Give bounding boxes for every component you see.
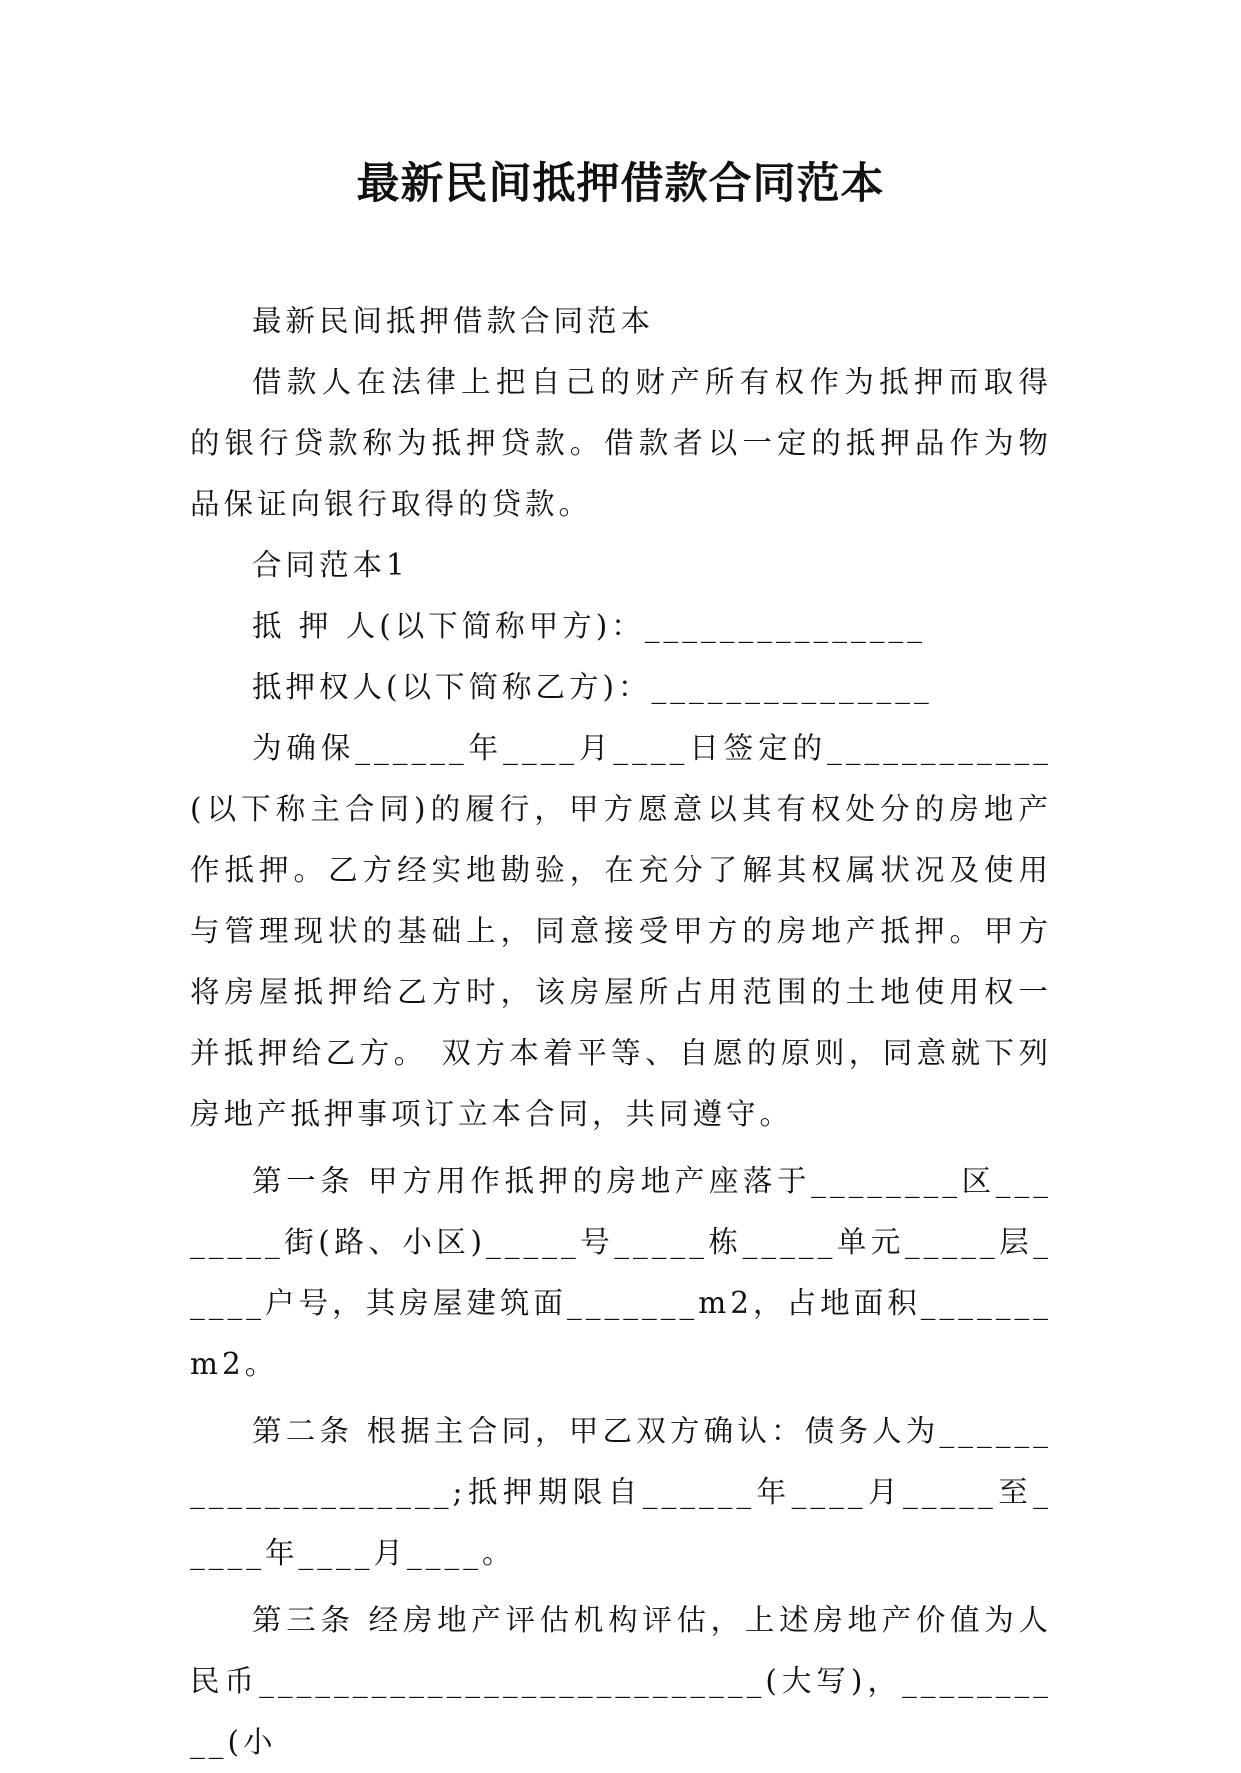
- article-2-paragraph: 第二条 根据主合同，甲乙双方确认：债务人为____________________;抵押期限自______年____月_____至_____年____月____。: [190, 1414, 1052, 1570]
- mortgagor-line: 抵 押 人(以下简称甲方)：_______________: [252, 609, 927, 643]
- article-3-paragraph: 第三条 经房地产评估机构评估，上述房地产价值为人民币___________________________(大写)，__________(小: [190, 1603, 1052, 1759]
- article-1-paragraph: 第一条 甲方用作抵押的房地产座落于________区________街(路、小区)_____号_____栋_____单元_____层_____户号，其房屋建筑面_______m2，占地面积_______m2。: [190, 1164, 1052, 1381]
- mortgagee-line: 抵押权人(以下简称乙方)：_______________: [252, 670, 933, 704]
- section-heading: 合同范本1: [252, 548, 409, 582]
- preamble-paragraph: 为确保______年____月____日签定的____________(以下称主合同)的履行，甲方愿意以其有权处分的房地产作抵押。乙方经实地勘验，在充分了解其权属状况及使用与管理现状的基础上，同意接受甲方的房地产抵押。甲方将房屋抵押给乙方时，该房屋所占用范围的土地使用权一并抵押给乙方。 双方本着平等、自愿的原则，同意就下列房地产抵押事项订立本合同，共同遵守。: [190, 731, 1052, 1131]
- document-body: [190, 291, 1052, 1773]
- intro-paragraph: 借款人在法律上把自己的财产所有权作为抵押而取得的银行贷款称为抵押贷款。借款者以一定的抵押品作为物品保证向银行取得的贷款。: [190, 365, 1052, 521]
- subtitle-paragraph: 最新民间抵押借款合同范本: [252, 304, 655, 338]
- document-title: 最新民间抵押借款合同范本: [356, 159, 885, 209]
